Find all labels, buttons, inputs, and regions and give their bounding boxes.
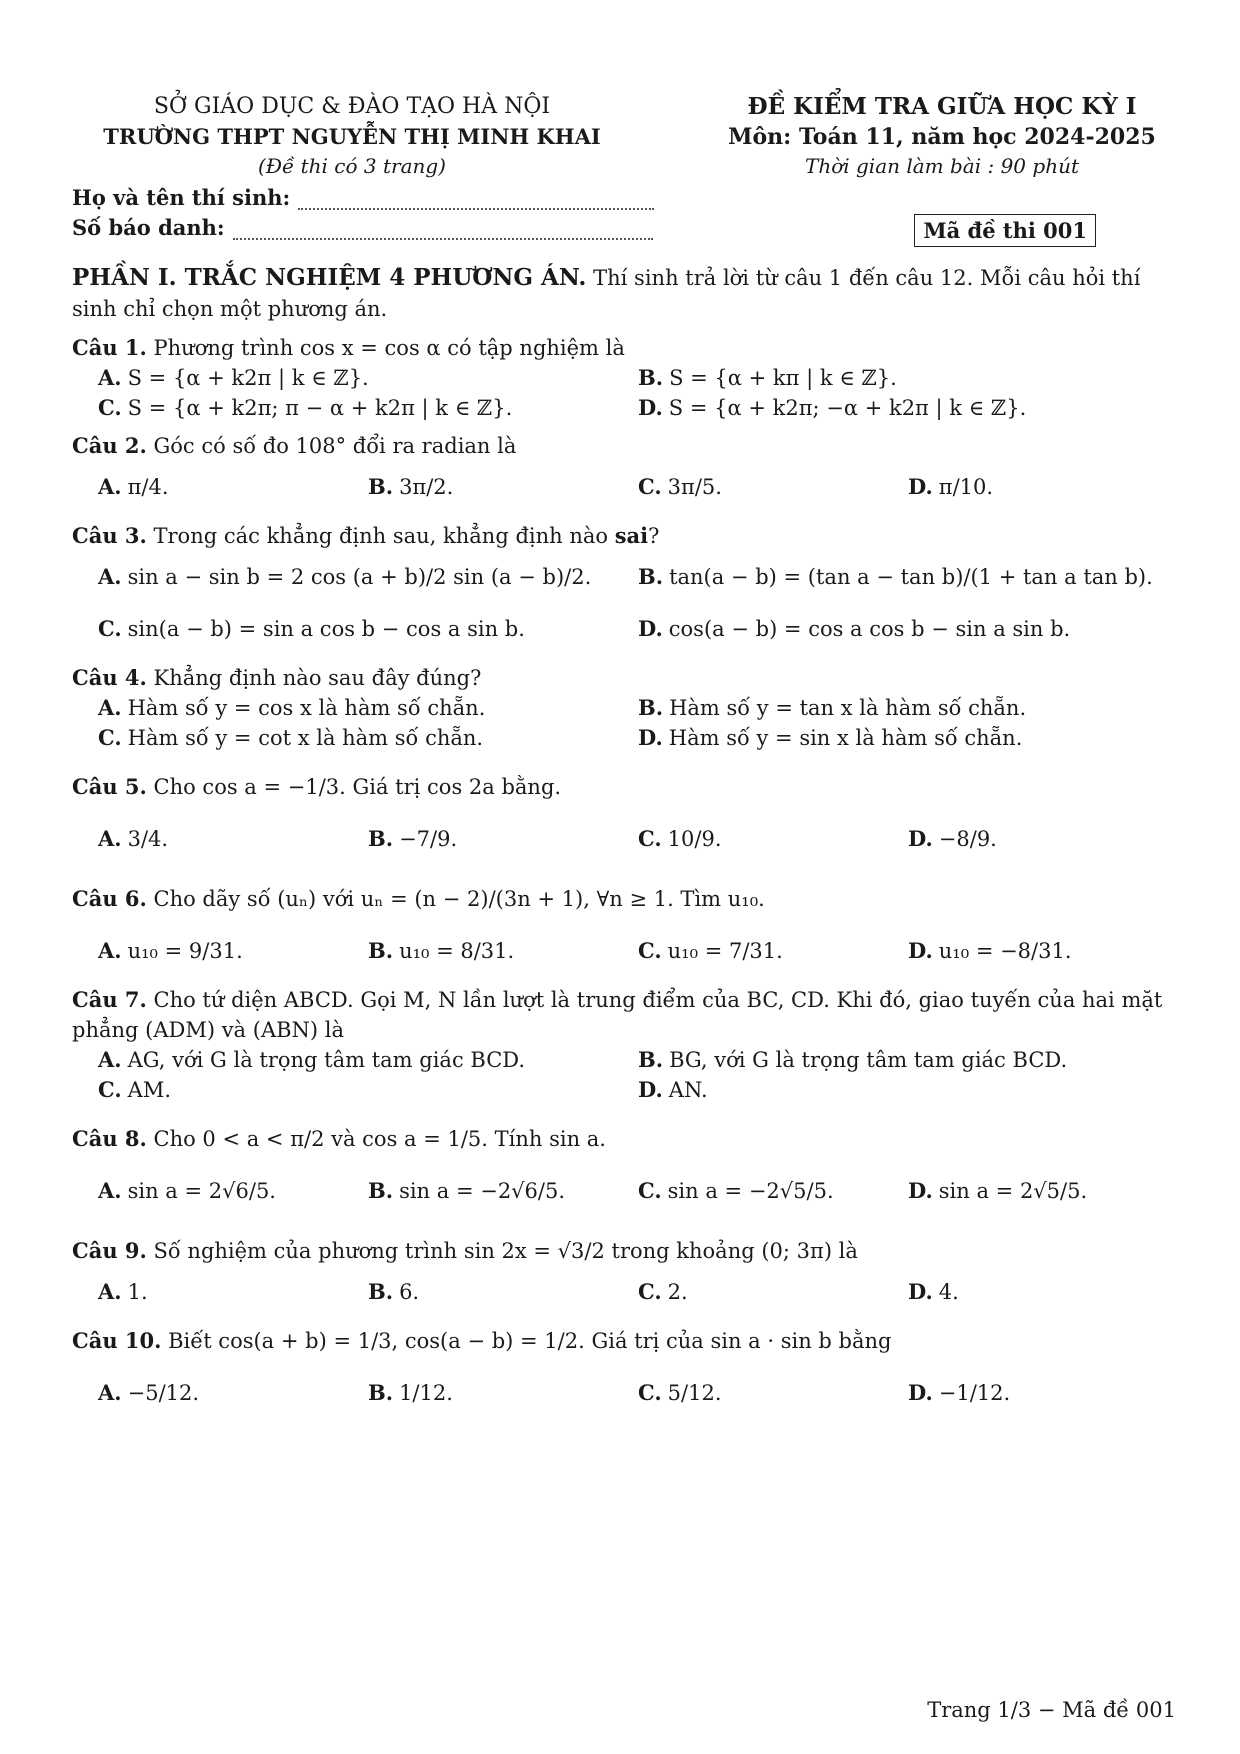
option-text: 1/12. bbox=[399, 1381, 453, 1405]
question-number: Câu 5. bbox=[72, 774, 147, 799]
option-letter: C. bbox=[638, 1178, 662, 1203]
option-letter: A. bbox=[98, 564, 122, 589]
option-letter: C. bbox=[638, 938, 662, 963]
option-b[interactable] bbox=[638, 693, 1178, 723]
answer-options bbox=[72, 551, 1182, 655]
question-stem bbox=[72, 1315, 1182, 1367]
option-d[interactable] bbox=[908, 1165, 1178, 1217]
page-footer: Trang 1/3 − Mã đề 001 bbox=[927, 1698, 1176, 1722]
option-a[interactable] bbox=[98, 461, 368, 513]
answer-options bbox=[72, 1367, 1182, 1419]
question-3 bbox=[72, 521, 1182, 655]
answer-options bbox=[72, 1165, 1182, 1217]
option-text: u₁₀ = 9/31. bbox=[127, 939, 243, 963]
option-text: Hàm số y = cot x là hàm số chẵn. bbox=[127, 726, 484, 750]
question-text: Góc có số đo 108° đổi ra radian là bbox=[153, 434, 517, 458]
option-text: −1/12. bbox=[938, 1381, 1011, 1405]
option-text: −5/12. bbox=[127, 1381, 200, 1405]
option-d[interactable] bbox=[638, 393, 1178, 423]
question-stem bbox=[72, 985, 1182, 1045]
candidate-name-row bbox=[72, 180, 1182, 210]
option-text: sin a = −2√5/5. bbox=[667, 1179, 834, 1203]
option-text: 2. bbox=[667, 1280, 688, 1304]
option-letter: A. bbox=[98, 1279, 122, 1304]
option-b[interactable] bbox=[368, 1367, 638, 1419]
option-text: tan(a − b) = (tan a − tan b)/(1 + tan a tan b). bbox=[669, 565, 1153, 589]
answer-options bbox=[72, 363, 1182, 423]
answer-options bbox=[72, 925, 1182, 977]
option-letter: D. bbox=[638, 725, 663, 750]
question-text: Biết cos(a + b) = 1/3, cos(a − b) = 1/2. Giá trị của sin a · sin b bằng bbox=[168, 1329, 892, 1353]
option-letter: D. bbox=[908, 1380, 933, 1405]
question-2 bbox=[72, 431, 1182, 513]
option-c[interactable] bbox=[98, 723, 638, 753]
option-letter: C. bbox=[638, 1380, 662, 1405]
option-text: 3π/5. bbox=[667, 475, 722, 499]
candidate-name-label: Họ và tên thí sinh: bbox=[72, 185, 291, 210]
option-text: −7/9. bbox=[399, 827, 458, 851]
option-letter: D. bbox=[908, 1279, 933, 1304]
option-text: sin(a − b) = sin a cos b − cos a sin b. bbox=[127, 617, 525, 641]
option-c[interactable] bbox=[638, 925, 908, 977]
option-a[interactable] bbox=[98, 1165, 368, 1217]
question-number: Câu 10. bbox=[72, 1328, 162, 1353]
question-number: Câu 9. bbox=[72, 1238, 147, 1263]
answer-options bbox=[72, 693, 1182, 753]
question-number: Câu 7. bbox=[72, 987, 147, 1012]
option-a[interactable] bbox=[98, 1367, 368, 1419]
option-letter: B. bbox=[368, 1380, 394, 1405]
department-name: SỞ GIÁO DỤC & ĐÀO TẠO HÀ NỘI bbox=[153, 94, 551, 119]
question-number: Câu 4. bbox=[72, 665, 147, 690]
option-d[interactable] bbox=[908, 461, 1178, 513]
option-text: 6. bbox=[399, 1280, 420, 1304]
option-d[interactable] bbox=[638, 603, 1178, 655]
option-b[interactable] bbox=[638, 363, 1178, 393]
option-letter: A. bbox=[98, 365, 122, 390]
option-text: u₁₀ = 8/31. bbox=[399, 939, 515, 963]
question-text: Phương trình cos x = cos α có tập nghiệm là bbox=[153, 336, 625, 360]
option-text: 1. bbox=[127, 1280, 148, 1304]
question-7 bbox=[72, 985, 1182, 1105]
option-text: −8/9. bbox=[938, 827, 997, 851]
option-text: Hàm số y = tan x là hàm số chẵn. bbox=[669, 696, 1027, 720]
option-letter: C. bbox=[98, 395, 122, 420]
option-text: BG, với G là trọng tâm tam giác BCD. bbox=[669, 1048, 1068, 1072]
option-a[interactable] bbox=[98, 813, 368, 865]
option-letter: A. bbox=[98, 1380, 122, 1405]
option-text: π/4. bbox=[127, 475, 169, 499]
candidate-id-line bbox=[233, 220, 653, 240]
page-count-note: (Đề thi có 3 trang) bbox=[258, 154, 446, 178]
part-one-title: PHẦN I. TRẮC NGHIỆM 4 PHƯƠNG ÁN. bbox=[72, 264, 587, 291]
option-c[interactable] bbox=[98, 603, 638, 655]
option-b[interactable] bbox=[368, 925, 638, 977]
school-name: TRƯỜNG THPT NGUYỄN THỊ MINH KHAI bbox=[103, 124, 601, 149]
option-letter: D. bbox=[908, 474, 933, 499]
option-letter: D. bbox=[908, 826, 933, 851]
question-8 bbox=[72, 1113, 1182, 1217]
option-letter: C. bbox=[98, 1077, 122, 1102]
option-letter: B. bbox=[638, 695, 664, 720]
exam-header bbox=[72, 92, 1182, 180]
option-b[interactable] bbox=[368, 461, 638, 513]
answer-options bbox=[72, 813, 1182, 865]
option-text: 10/9. bbox=[667, 827, 722, 851]
exam-title: ĐỀ KIỂM TRA GIỮA HỌC KỲ I bbox=[747, 93, 1137, 120]
question-text: Cho tứ diện ABCD. Gọi M, N lần lượt là trung điểm của BC, CD. Khi đó, giao tuyến của hai mặt phẳng (ADM) và (ABN) là bbox=[72, 988, 1163, 1042]
option-a[interactable] bbox=[98, 551, 638, 603]
question-9 bbox=[72, 1225, 1182, 1307]
option-a[interactable] bbox=[98, 925, 368, 977]
option-letter: C. bbox=[638, 1279, 662, 1304]
question-text-end: ? bbox=[648, 524, 660, 548]
question-5 bbox=[72, 761, 1182, 865]
question-text: Cho cos a = −1/3. Giá trị cos 2a bằng. bbox=[153, 775, 562, 799]
option-letter: B. bbox=[368, 1279, 394, 1304]
option-text: sin a − sin b = 2 cos (a + b)/2 sin (a − b)/2. bbox=[127, 565, 592, 589]
question-stem bbox=[72, 663, 1182, 693]
option-letter: B. bbox=[638, 564, 664, 589]
question-text: Khẳng định nào sau đây đúng? bbox=[153, 666, 482, 690]
option-text: AM. bbox=[127, 1078, 171, 1102]
option-d[interactable] bbox=[638, 1075, 1178, 1105]
option-text: AG, với G là trọng tâm tam giác BCD. bbox=[127, 1048, 526, 1072]
option-text: AN. bbox=[668, 1078, 708, 1102]
option-letter: A. bbox=[98, 1047, 122, 1072]
candidate-id-label: Số báo danh: bbox=[72, 215, 225, 240]
question-6 bbox=[72, 873, 1182, 977]
answer-options bbox=[72, 461, 1182, 513]
question-1 bbox=[72, 333, 1182, 423]
option-c[interactable] bbox=[638, 461, 908, 513]
option-letter: A. bbox=[98, 938, 122, 963]
question-text: Trong các khẳng định sau, khẳng định nào bbox=[153, 524, 609, 548]
option-c[interactable] bbox=[638, 1277, 908, 1307]
question-text: Cho dãy số (uₙ) với uₙ = (n − 2)/(3n + 1), ∀n ≥ 1. Tìm u₁₀. bbox=[153, 887, 765, 911]
option-c[interactable] bbox=[98, 1075, 638, 1105]
option-letter: D. bbox=[908, 938, 933, 963]
option-letter: B. bbox=[638, 365, 664, 390]
answer-options bbox=[72, 1045, 1182, 1105]
option-c[interactable] bbox=[98, 393, 638, 423]
question-text: Cho 0 < a < π/2 và cos a = 1/5. Tính sin a. bbox=[153, 1127, 606, 1151]
option-letter: B. bbox=[638, 1047, 664, 1072]
question-number: Câu 8. bbox=[72, 1126, 147, 1151]
option-text: sin a = 2√6/5. bbox=[127, 1179, 276, 1203]
exam-duration: Thời gian làm bài : 90 phút bbox=[804, 154, 1079, 178]
option-text: S = {α + k2π; −α + k2π | k ∈ ℤ}. bbox=[668, 396, 1027, 420]
answer-options bbox=[72, 1277, 1182, 1307]
option-text: cos(a − b) = cos a cos b − sin a sin b. bbox=[668, 617, 1071, 641]
part-one-instruction: Thí sinh trả lời từ câu 1 đến câu 12. Mỗi câu hỏi thí sinh chỉ chọn một phương án. bbox=[72, 266, 1141, 321]
option-text: sin a = −2√6/5. bbox=[399, 1179, 566, 1203]
question-number: Câu 3. bbox=[72, 523, 147, 548]
option-text: sin a = 2√5/5. bbox=[938, 1179, 1088, 1203]
option-d[interactable] bbox=[908, 813, 1178, 865]
option-letter: B. bbox=[368, 938, 394, 963]
option-letter: C. bbox=[638, 826, 662, 851]
option-text: π/10. bbox=[938, 475, 994, 499]
option-text: S = {α + kπ | k ∈ ℤ}. bbox=[669, 366, 897, 390]
question-10 bbox=[72, 1315, 1182, 1419]
option-c[interactable] bbox=[638, 813, 908, 865]
question-stem bbox=[72, 1113, 1182, 1165]
option-text: 3/4. bbox=[127, 827, 169, 851]
option-a[interactable] bbox=[98, 363, 638, 393]
question-stem bbox=[72, 521, 1182, 551]
option-letter: B. bbox=[368, 1178, 394, 1203]
question-number: Câu 2. bbox=[72, 433, 147, 458]
part-one-heading bbox=[72, 262, 1182, 325]
option-c[interactable] bbox=[638, 1367, 908, 1419]
candidate-name-line bbox=[298, 190, 654, 210]
question-list bbox=[72, 333, 1182, 1419]
option-letter: C. bbox=[638, 474, 662, 499]
option-text: Hàm số y = sin x là hàm số chẵn. bbox=[668, 726, 1023, 750]
option-c[interactable] bbox=[638, 1165, 908, 1217]
option-text: Hàm số y = cos x là hàm số chẵn. bbox=[127, 696, 486, 720]
question-stem bbox=[72, 873, 1182, 925]
question-emphasis: sai bbox=[614, 523, 649, 548]
question-stem bbox=[72, 431, 1182, 461]
exam-code-box: Mã đề thi 001 bbox=[914, 214, 1096, 247]
exam-page bbox=[72, 92, 1182, 1419]
question-number: Câu 1. bbox=[72, 335, 147, 360]
option-a[interactable] bbox=[98, 1277, 368, 1307]
option-d[interactable] bbox=[908, 925, 1178, 977]
option-text: 5/12. bbox=[667, 1381, 722, 1405]
option-text: 3π/2. bbox=[399, 475, 454, 499]
option-a[interactable] bbox=[98, 1045, 638, 1075]
question-stem bbox=[72, 1225, 1182, 1277]
question-stem bbox=[72, 333, 1182, 363]
option-letter: B. bbox=[368, 474, 394, 499]
option-text: S = {α + k2π; π − α + k2π | k ∈ ℤ}. bbox=[127, 396, 513, 420]
option-b[interactable] bbox=[368, 1165, 638, 1217]
option-letter: A. bbox=[98, 826, 122, 851]
option-letter: D. bbox=[638, 1077, 663, 1102]
option-text: S = {α + k2π | k ∈ ℤ}. bbox=[127, 366, 369, 390]
option-letter: C. bbox=[98, 616, 122, 641]
exam-subject: Môn: Toán 11, năm học 2024-2025 bbox=[728, 124, 1156, 150]
option-a[interactable] bbox=[98, 693, 638, 723]
option-d[interactable] bbox=[638, 723, 1178, 753]
question-number: Câu 6. bbox=[72, 886, 147, 911]
option-letter: A. bbox=[98, 695, 122, 720]
question-text: Số nghiệm của phương trình sin 2x = √3/2 trong khoảng (0; 3π) là bbox=[153, 1239, 858, 1263]
option-b[interactable] bbox=[368, 813, 638, 865]
option-letter: D. bbox=[638, 395, 663, 420]
option-b[interactable] bbox=[638, 1045, 1178, 1075]
option-b[interactable] bbox=[638, 551, 1178, 603]
question-4 bbox=[72, 663, 1182, 753]
header-right bbox=[702, 92, 1182, 180]
option-d[interactable] bbox=[908, 1277, 1178, 1307]
question-stem bbox=[72, 761, 1182, 813]
option-text: u₁₀ = 7/31. bbox=[667, 939, 783, 963]
option-letter: A. bbox=[98, 1178, 122, 1203]
option-text: 4. bbox=[938, 1280, 959, 1304]
option-b[interactable] bbox=[368, 1277, 638, 1307]
option-d[interactable] bbox=[908, 1367, 1178, 1419]
option-text: u₁₀ = −8/31. bbox=[938, 939, 1072, 963]
option-letter: D. bbox=[638, 616, 663, 641]
header-left bbox=[72, 92, 632, 180]
option-letter: C. bbox=[98, 725, 122, 750]
option-letter: B. bbox=[368, 826, 394, 851]
option-letter: A. bbox=[98, 474, 122, 499]
option-letter: D. bbox=[908, 1178, 933, 1203]
